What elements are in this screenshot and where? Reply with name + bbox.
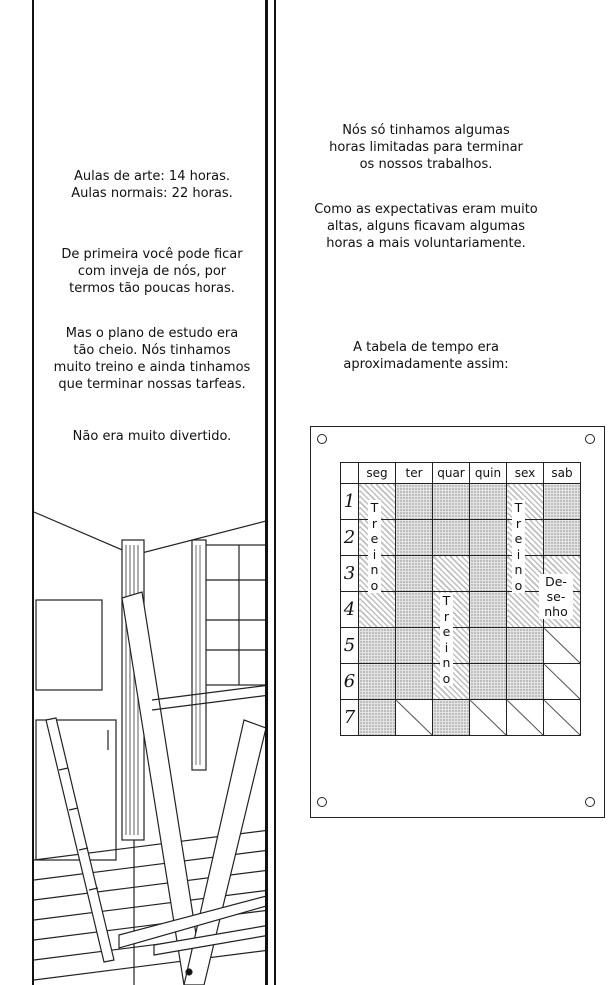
pin-icon — [585, 797, 595, 807]
caption-not-fun: Não era muito divertido. — [72, 429, 232, 444]
class-cell — [507, 664, 544, 700]
caption-hours: Aulas de arte: 14 horas. Aulas normais: 22 horas. — [71, 169, 233, 201]
class-cell — [396, 484, 433, 520]
period-label: 2 — [341, 520, 359, 556]
day-header: sab — [544, 463, 581, 484]
period-label: 5 — [341, 628, 359, 664]
caption-envy: De primeira você pode ficar com inveja de nós, por termos tão poucas horas. — [61, 247, 243, 296]
caption-timetable-intro: A tabela de tempo era aproximadamente assim: — [343, 340, 509, 372]
left-manga-panel — [32, 0, 268, 985]
class-cell — [470, 592, 507, 628]
class-cell — [544, 520, 581, 556]
class-cell — [470, 484, 507, 520]
treino-label-sex: T r e i n o — [512, 500, 525, 593]
free-cell — [507, 700, 544, 736]
class-cell — [359, 700, 396, 736]
free-cell — [544, 628, 581, 664]
class-cell — [396, 664, 433, 700]
class-cell — [359, 664, 396, 700]
class-cell — [507, 628, 544, 664]
pin-icon — [317, 797, 327, 807]
class-cell — [470, 520, 507, 556]
free-cell — [544, 664, 581, 700]
class-cell — [470, 556, 507, 592]
desenho-label: De- se- nho — [539, 574, 573, 619]
day-header: quin — [470, 463, 507, 484]
class-cell — [396, 592, 433, 628]
treino-cell — [433, 556, 470, 592]
free-cell — [470, 700, 507, 736]
corner-cell — [341, 463, 359, 484]
pin-icon — [585, 434, 595, 444]
class-cell — [470, 628, 507, 664]
treino-label-seg: T r e i n o — [368, 500, 381, 593]
period-label: 7 — [341, 700, 359, 736]
class-cell — [359, 628, 396, 664]
period-label: 4 — [341, 592, 359, 628]
treino-cell — [507, 592, 544, 628]
classroom-illustration — [34, 0, 268, 985]
pin-icon — [317, 434, 327, 444]
free-cell — [396, 700, 433, 736]
class-cell — [470, 664, 507, 700]
caption-limited-hours: Nós só tinhamos algumas horas limitadas para terminar os nossos trabalhos. — [329, 123, 523, 172]
caption-expectations: Como as expectativas eram muito altas, alguns ficavam algumas horas a mais voluntariamente. — [314, 202, 538, 251]
class-cell — [396, 520, 433, 556]
period-label: 3 — [341, 556, 359, 592]
treino-label-quar: T r e i n o — [440, 593, 453, 686]
day-header: seg — [359, 463, 396, 484]
class-cell — [433, 484, 470, 520]
caption-study-plan: Mas o plano de estudo era tão cheio. Nós tinhamos muito treino e ainda tinhamos que terminar nossas tarfeas. — [53, 326, 251, 392]
period-label: 6 — [341, 664, 359, 700]
day-header: sex — [507, 463, 544, 484]
class-cell — [433, 700, 470, 736]
panel-gutter — [268, 0, 276, 985]
class-cell — [396, 556, 433, 592]
class-cell — [433, 520, 470, 556]
free-cell — [544, 700, 581, 736]
treino-cell — [359, 592, 396, 628]
class-cell — [396, 628, 433, 664]
day-header: ter — [396, 463, 433, 484]
period-label: 1 — [341, 484, 359, 520]
class-cell — [544, 484, 581, 520]
day-header: quar — [433, 463, 470, 484]
